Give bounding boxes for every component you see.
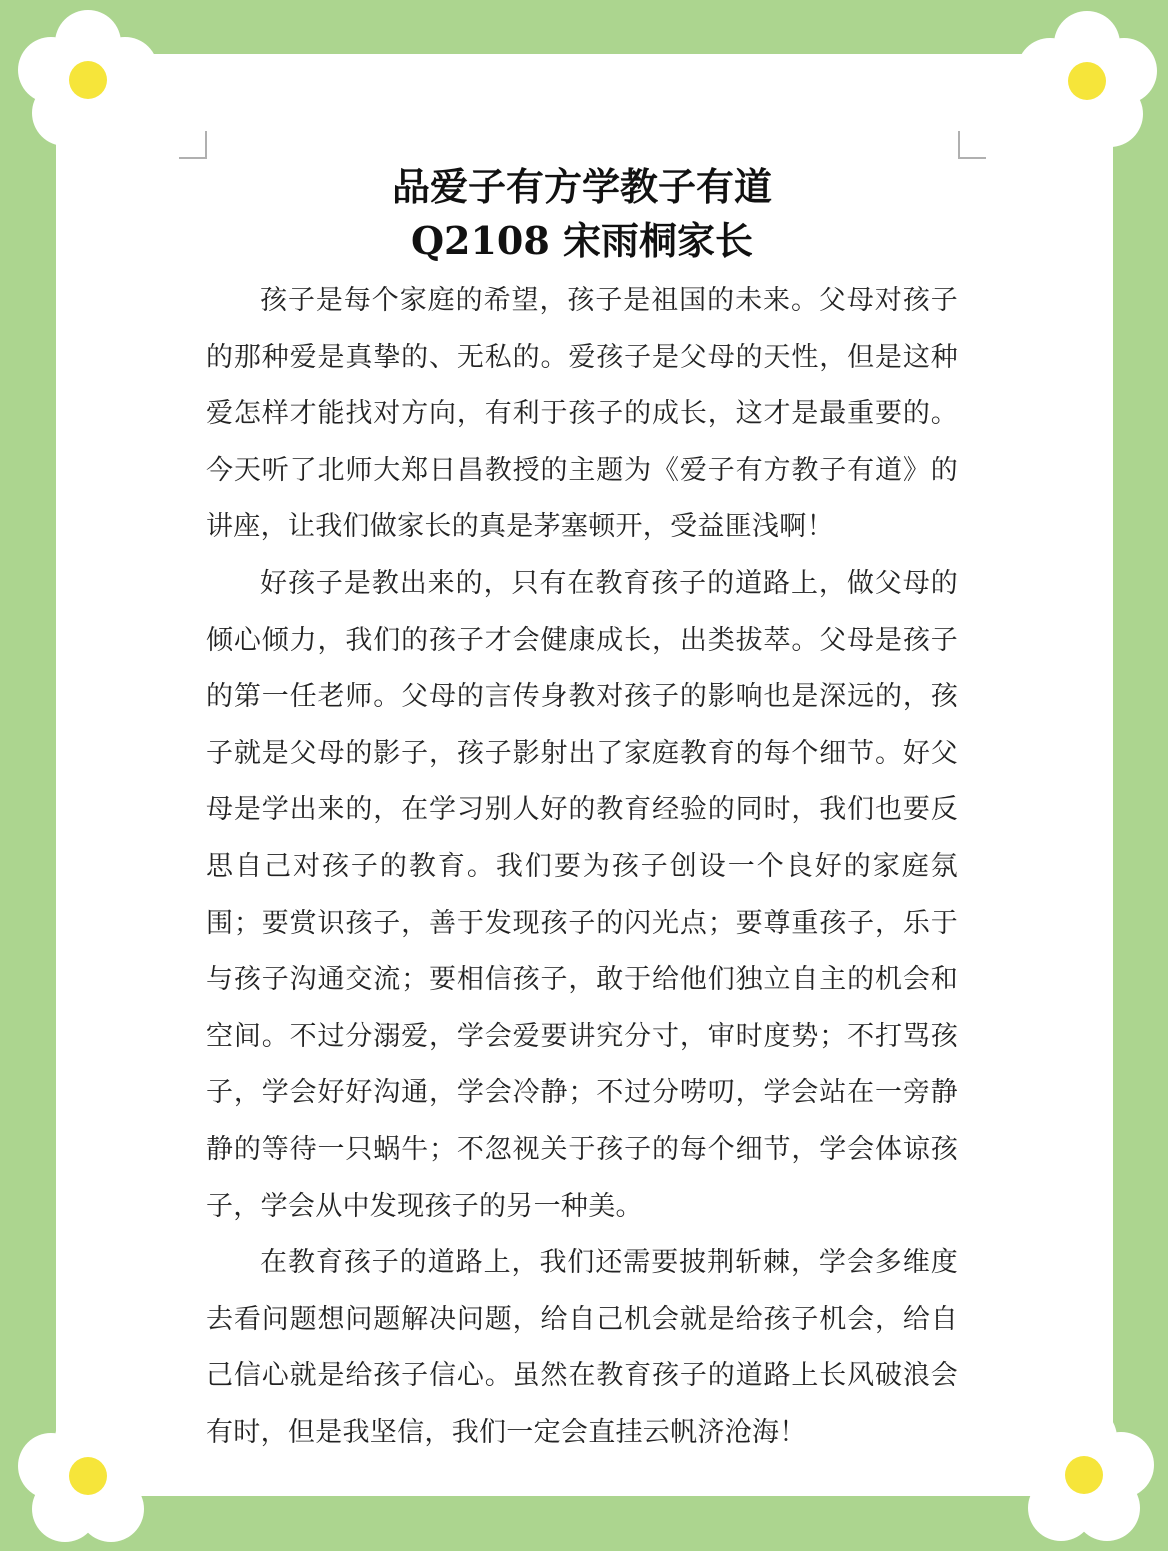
daisy-icon	[18, 10, 158, 150]
daisy-icon	[1014, 1405, 1154, 1545]
daisy-icon	[18, 1406, 158, 1546]
document-title	[206, 160, 958, 268]
paragraph: 在教育孩子的道路上，我们还需要披荆斩棘，学会多维度去看问题想问题解决问题，给自己机会就是给孩子机会，给自己信心就是给孩子信心。虽然在教育孩子的道路上长风破浪会有时，但是我坚信，我们一定会直挂云帆济沧海！	[206, 1247, 958, 1448]
paragraph: 孩子是每个家庭的希望，孩子是祖国的未来。父母对孩子的那种爱是真挚的、无私的。爱孩子是父母的天性，但是这种爱怎样才能找对方向，有利于孩子的成长，这才是最重要的。今天听了北师大郑日昌教授的主题为《爱子有方教子有道》的讲座，让我们做家长的真是茅塞顿开，受益匪浅啊！	[206, 285, 958, 543]
paragraph: 好孩子是教出来的，只有在教育孩子的道路上，做父母的倾心倾力，我们的孩子才会健康成长，出类拔萃。父母是孩子的第一任老师。父母的言传身教对孩子的影响也是深远的，孩子就是父母的影子，孩子影射出了家庭教育的每个细节。好父母是学出来的，在学习别人好的教育经验的同时，我们也要反思自己对孩子的教育。我们要为孩子创设一个良好的家庭氛围；要赏识孩子，善于发现孩子的闪光点；要尊重孩子，乐于与孩子沟通交流；要相信孩子，敢于给他们独立自主的机会和空间。不过分溺爱，学会爱要讲究分寸，审时度势；不打骂孩子，学会好好沟通，学会冷静；不过分唠叨，学会站在一旁静静的等待一只蜗牛；不忽视关于孩子的每个细节，学会体谅孩子，学会从中发现孩子的另一种美。	[206, 567, 958, 1222]
article-body	[206, 273, 958, 1461]
crop-mark-top-right	[958, 131, 986, 159]
title-line-2: Q2108 宋雨桐家长	[410, 218, 754, 263]
crop-mark-top-left	[179, 131, 207, 159]
daisy-icon	[1017, 11, 1157, 151]
title-line-1: 品爱子有方学教子有道	[391, 164, 772, 209]
